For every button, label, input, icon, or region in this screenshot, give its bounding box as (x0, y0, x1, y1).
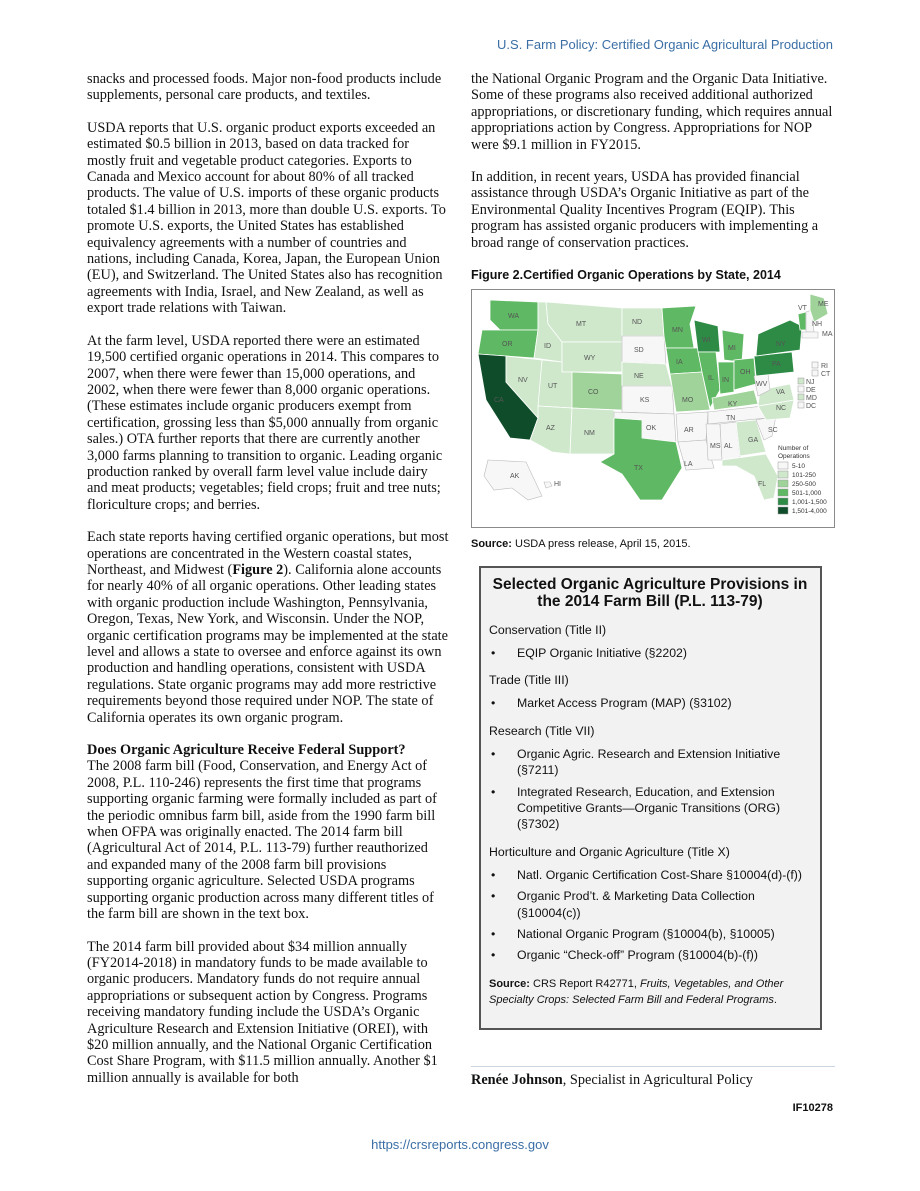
state-ny (756, 320, 802, 356)
state-label-mt: MT (576, 321, 587, 329)
state-label-nj: NJ (806, 379, 815, 387)
box-section-list (489, 645, 811, 661)
state-label-wy: WY (584, 355, 596, 363)
state-nj-swatch (798, 378, 804, 384)
box-source-title: Fruits, Vegetables, and Other Specialty Crops: Selected Farm Bill and Federal Programs (489, 977, 784, 1007)
paragraph: Each state reports having certified organic operations, but most operations are concentrated in the Western coastal states, Northeast, and Midwest (Figure 2). California alone accounts for nearly 40% of all organic operations. Other leading states with organic production include Washington, Pennsylvania, Oregon, Texas, New York, and Wisconsin. Under the NOP, organic certification programs may be implemented at the state level and allows a state to oversee and enforce against its own production and handling operations, consistent with USDA regulations. State organic programs may add more restrictive requirements beyond those required under NOP. The state of California operates its own organic program. (87, 529, 449, 726)
state-label-sd: SD (634, 347, 644, 355)
state-ne (622, 362, 672, 386)
paragraph: The 2014 farm bill provided about $34 million annually (FY2014-2018) in mandatory funds to be made available to organic producers. Mandatory funds do not require annual appropriations or subsequent action by Congress. Programs receiving mandatory funding include the USDA’s Organic Agriculture Research and Extension Initiative (OREI), with $20 million annually, and the National Organic Certification Cost Share Program, with $11.5 million annually. Another $1 million annually is available for both (87, 938, 438, 1086)
state-label-nm: NM (584, 430, 595, 438)
box-section-list (489, 867, 811, 964)
paragraph: snacks and processed foods. Major non-food products include supplements, personal care products, and textiles. (87, 71, 442, 104)
legend-swatch (778, 498, 788, 505)
figure-title: Figure 2.Certified Organic Operations by State, 2014 (471, 268, 781, 283)
legend-swatch (778, 489, 788, 496)
document-id: IF10278 (792, 1102, 833, 1114)
state-ak (484, 460, 542, 500)
state-label-ne: NE (634, 373, 644, 381)
state-label-pa: PA (772, 361, 781, 369)
legend (778, 462, 827, 515)
state-label-ia: IA (676, 359, 683, 367)
state-nd (622, 308, 664, 336)
list-item: • Organic Prod’t. & Marketing Data Collection (§10004(c)) (489, 888, 811, 921)
box-source: Source: CRS Report R42771, Fruits, Vegetables, and Other Specialty Crops: Selected Farm Bill and Federal Programs. (489, 977, 784, 1007)
figure-source: Source: USDA press release, April 15, 2015. (471, 538, 691, 551)
state-label-ok: OK (646, 425, 657, 433)
state-label-la: LA (684, 461, 693, 469)
state-label-vt: VT (798, 305, 807, 313)
author-name: Renée Johnson (471, 1072, 563, 1088)
paragraph: In addition, in recent years, USDA has provided financial assistance through USDA’s Organic Initiative as part of the Environmental Quality Incentives Program (EQIP). This program has assisted organic producers with implementing a broad range of conservation practices. (471, 169, 819, 251)
state-label-ny: NY (776, 341, 786, 349)
state-ma (802, 332, 818, 338)
state-label-nv: NV (518, 377, 528, 385)
legend-swatch (778, 507, 788, 514)
running-header: U.S. Farm Policy: Certified Organic Agricultural Production (497, 37, 833, 52)
list-item: • National Organic Program (§10004(b), §10005) (489, 926, 811, 942)
state-label-ct: CT (821, 371, 831, 379)
state-me (810, 294, 828, 322)
state-label-wv: WV (756, 381, 768, 389)
author-line: Renée Johnson, Specialist in Agricultural Policy (471, 1072, 753, 1088)
state-ms (706, 424, 722, 460)
state-label-nc: NC (776, 405, 787, 413)
figure-reference[interactable]: Figure 2 (232, 561, 284, 578)
list-item: • Organic Agric. Research and Extension Initiative (§7211) (489, 746, 811, 779)
us-map (472, 290, 834, 527)
legend-label: 1,501-4,000 (792, 508, 827, 516)
legend-label: 501-1,000 (792, 490, 822, 498)
state-ia (666, 348, 702, 374)
box-section-heading: Horticulture and Organic Agriculture (Title X) (489, 844, 730, 859)
state-label-ak: AK (510, 473, 520, 481)
list-item: • Integrated Research, Education, and Extension Competitive Grants—Organic Transitions (ORG) (§7302) (489, 784, 811, 833)
legend-swatch (778, 462, 788, 469)
legend-swatch (778, 471, 788, 478)
state-label-wi: WI (702, 337, 711, 345)
state-label-ma: MA (822, 331, 833, 339)
state-fl (722, 454, 778, 500)
state-label-fl: FL (758, 481, 767, 489)
left-column (87, 71, 449, 1102)
state-md-swatch (798, 394, 804, 400)
paragraph: Does Organic Agriculture Receive Federal Support? The 2008 farm bill (Food, Conservation, and Energy Act of 2008, P.L. 110-246) represents the first time that programs supporting organic farming were formally included as part of the periodic omnibus farm bill, aside from the 1990 farm bill when OFPA was originally enacted. The 2014 farm bill (Agricultural Act of 2014, P.L. 113-79) further reauthorized and expanded many of the 2008 farm bill provisions supporting organic agriculture. Selected USDA programs supporting organic production across many different titles of the farm bill are shown in the text box. (87, 742, 437, 923)
state-hi (544, 482, 552, 488)
state-label-me: ME (818, 301, 829, 309)
state-label-dc: DC (806, 403, 817, 411)
legend-label: 5-10 (792, 463, 806, 471)
state-label-ca: CA (494, 397, 504, 405)
box-section-heading: Trade (Title III) (489, 673, 569, 688)
state-label-nd: ND (632, 319, 643, 327)
state-label-mi: MI (728, 345, 736, 353)
state-label-ut: UT (548, 383, 558, 391)
state-label-mo: MO (682, 397, 694, 405)
box-sections (489, 623, 811, 964)
state-ct-swatch (812, 370, 818, 376)
list-item: • Natl. Organic Certification Cost-Share §10004(d)-(f)) (489, 867, 811, 883)
state-label-az: AZ (546, 425, 555, 433)
box-section-list (489, 746, 811, 833)
state-label-in: IN (722, 377, 729, 385)
us-map-figure (471, 289, 835, 528)
legend-title: Operations (778, 453, 810, 461)
list-item: • Market Access Program (MAP) (§3102) (489, 695, 811, 711)
state-label-md: MD (806, 395, 817, 403)
state-label-al: AL (724, 443, 733, 451)
state-label-ky: KY (728, 401, 738, 409)
state-label-ks: KS (640, 397, 650, 405)
legend-label: 101-250 (792, 472, 816, 480)
state-label-tx: TX (634, 465, 643, 473)
state-label-wa: WA (508, 313, 520, 321)
state-label-or: OR (502, 341, 513, 349)
section-heading: Does Organic Agriculture Receive Federal Support? (87, 742, 406, 759)
paragraph: the National Organic Program and the Organic Data Initiative. Some of these programs also received additional authorized appropriations, or discretionary funding, which requires annual appropriations action by Congress. Appropriations for NOP were $9.1 million in FY2015. (471, 71, 833, 153)
paragraph: USDA reports that U.S. organic product exports exceeded an estimated $0.5 billion in 2013, based on data tracked for mostly fruit and vegetable product categories. Exports to Canada and Mexico account for about 80% of all tracked products. The value of U.S. imports of these organic products totaled $1.4 billion in 2013, more than double U.S. exports. To promote U.S. exports, the United States has established equivalency agreements with a number of countries and nations, including Canada, Korea, Japan, the European Union (EU), and Switzerland. The United States also has recognition agreements with India, Israel, and New Zealand, as well as export trade relations with Taiwan. (87, 119, 446, 317)
state-label-ms: MS (710, 443, 721, 451)
state-label-hi: HI (554, 481, 561, 489)
state-label-mn: MN (672, 327, 683, 335)
legend-label: 250-500 (792, 481, 816, 489)
list-item: • EQIP Organic Initiative (§2202) (489, 645, 811, 661)
state-label-nh: NH (812, 321, 823, 329)
state-label-va: VA (776, 389, 785, 397)
state-label-sc: SC (768, 427, 778, 435)
legend-label: 1,001-1,500 (792, 499, 827, 507)
footer-link[interactable]: https://crsreports.congress.gov (371, 1137, 549, 1152)
right-column (471, 71, 835, 553)
paragraph: At the farm level, USDA reported there were an estimated 19,500 certified organic operations in 2014. This compares to 2007, when there were fewer than 15,000 operations, and 2002, when there were fewer than 8,000 organic operations. (These estimates include organic producers exempt from certification, grossing less than $5,000 annually from organic sales.) OTA further reports that there are currently another 3,000 farms planning to transition to organic. Leading organic production ranked by overall farm level value include dairy and meat products; vegetables; field crops; fruit and tree nuts; floriculture crops; and berries. (87, 332, 443, 513)
state-label-tn: TN (726, 415, 736, 423)
box-section-list (489, 695, 811, 711)
state-wi (694, 320, 720, 352)
state-ri-swatch (812, 362, 818, 368)
state-dc-swatch (798, 402, 804, 408)
state-label-ga: GA (748, 437, 759, 445)
state-de-swatch (798, 386, 804, 392)
legend-title: Number of (778, 445, 809, 453)
state-label-il: IL (708, 375, 714, 383)
farm-bill-provisions-box (479, 566, 822, 1030)
box-title: Selected Organic Agriculture Provisions in the 2014 Farm Bill (P.L. 113-79) (492, 576, 808, 610)
state-label-de: DE (806, 387, 816, 395)
state-sd (622, 336, 666, 364)
state-label-id: ID (544, 343, 551, 351)
box-section-heading: Research (Title VII) (489, 723, 595, 738)
state-label-oh: OH (740, 369, 751, 377)
box-section-heading: Conservation (Title II) (489, 623, 607, 637)
state-label-co: CO (588, 389, 599, 397)
state-label-ri: RI (821, 363, 828, 371)
list-item: • Organic “Check-off” Program (§10004(b)-(f)) (489, 947, 811, 963)
state-label-ar: AR (684, 427, 694, 435)
legend-swatch (778, 480, 788, 487)
divider (471, 1066, 835, 1067)
